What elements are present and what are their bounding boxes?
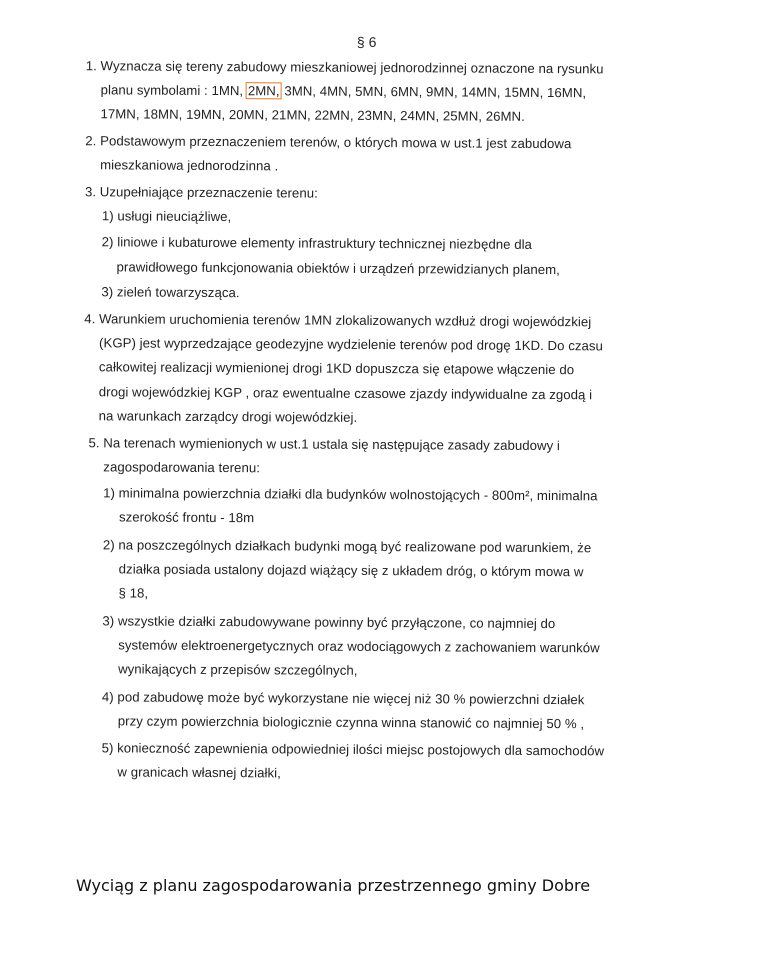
text-line: 2. Podstawowym przeznaczeniem terenów, o których mowa w ust.1 jest zabudowa <box>85 133 572 152</box>
text-line: 3. Uzupełniające przeznaczenie terenu: <box>84 184 318 201</box>
text-line: 1) usługi nieuciążliwe, <box>101 208 232 225</box>
text-line: zagospodarowania terenu: <box>103 459 261 476</box>
text-line: (KGP) jest wyprzedzające geodezyjne wydzielenie terenów pod drogę 1KD. Do czasu <box>99 335 603 354</box>
text-line: drogi wojewódzkiej KGP , oraz ewentualne czasowe zjazdy indywidualne za zgodą i <box>98 384 593 403</box>
text-line: 4. Warunkiem uruchomienia terenów 1MN zlokalizowanych wzdłuż drogi wojewódzkiej <box>84 311 592 330</box>
caption: Wyciąg z planu zagospodarowania przestrzennego gminy Dobre <box>76 876 591 895</box>
text-line: 3) wszystkie działki zabudowywane powinny być przyłączone, co najmniej do <box>102 613 556 632</box>
text-line: 2) na poszczególnych działkach budynki mogą być realizowane pod warunkiem, że <box>102 537 592 556</box>
text-line: 2) liniowe i kubaturowe elementy infrastruktury technicznej niezbędne dla <box>101 234 533 252</box>
text-line: całkowitej realizacji wymienionej drogi 1KD dopuszcza się etapowe włączenie do <box>98 359 575 378</box>
text-segment: 3MN, 4MN, 5MN, 6MN, 9MN, 14MN, 15MN, 16MN, <box>284 83 587 101</box>
highlighted-symbol-2mn: 2MN, <box>246 82 282 99</box>
text-line: 1) minimalna powierzchnia działki dla budynków wolnostojących - 800m², minimalna <box>103 485 598 504</box>
text-line: systemów elektroenergetycznych oraz wodociągowych z zachowaniem warunków <box>118 637 600 656</box>
text-line: na warunkach zarządcy drogi wojewódzkiej. <box>98 408 358 425</box>
text-line: 17MN, 18MN, 19MN, 20MN, 21MN, 22MN, 23MN, 24MN, 25MN, 26MN. <box>100 106 525 124</box>
text-line: 3) zieleń towarzysząca. <box>101 284 240 301</box>
text-segment: planu symbolami : 1MN, <box>100 82 244 99</box>
text-line: § 18, <box>118 585 149 601</box>
text-line: szerokość frontu - 18m <box>118 509 255 526</box>
text-line: 4) pod zabudowę może być wykorzystane nie więcej niż 30 % powierzchni działek <box>101 689 585 708</box>
text-line: przy czym powierzchnia biologicznie czynna winna stanowić co najmniej 50 % , <box>117 713 585 732</box>
text-line <box>101 82 587 100</box>
section-heading: § 6 <box>356 33 377 50</box>
text-line: działka posiada ustalony dojazd wiążący się z układem dróg, o którym mowa w <box>118 561 584 580</box>
text-line: mieszkaniowa jednorodzinna . <box>100 157 279 174</box>
text-line: 5. Na terenach wymienionych w ust.1 ustala się następujące zasady zabudowy i <box>88 435 560 454</box>
text-line: 5) konieczność zapewnienia odpowiedniej ilości miejsc postojowych dla samochodów <box>101 740 605 759</box>
text-line: prawidłowego funkcjonowania obiektów i urządzeń przewidzianych planem, <box>116 259 560 278</box>
text-line: w granicach własnej działki, <box>117 764 281 781</box>
text-line: 1. Wyznacza się tereny zabudowy mieszkaniowej jednorodzinnej oznaczone na rysunku <box>85 58 604 77</box>
text-line: wynikających z przepisów szczególnych, <box>118 661 358 678</box>
